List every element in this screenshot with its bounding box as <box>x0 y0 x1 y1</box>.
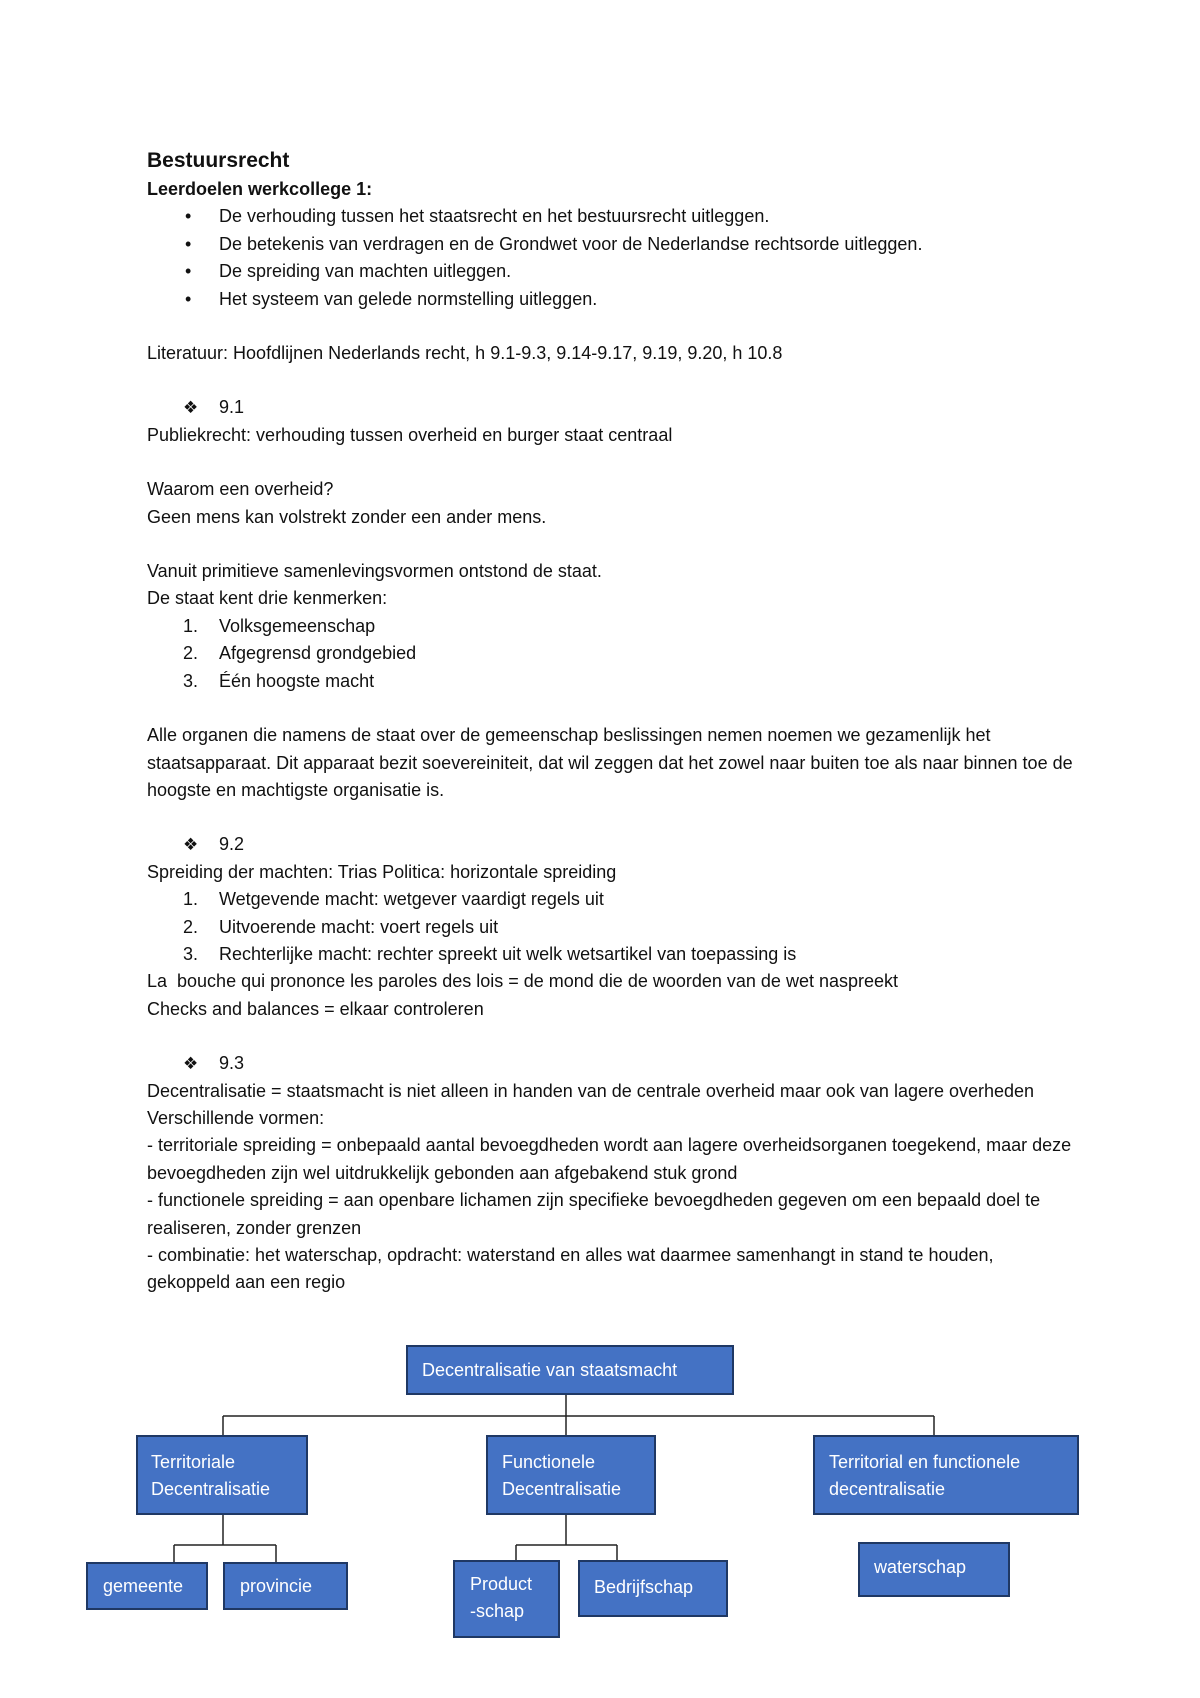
section-heading-9-1: ❖ 9.1 <box>147 394 1077 421</box>
bullet-icon: • <box>185 261 192 282</box>
paragraph: Decentralisatie = staatsmacht is niet alleen in handen van de centrale overheid maar ook van lagere overheden <box>147 1080 1035 1101</box>
paragraph: - combinatie: het waterschap, opdracht: waterstand en alles wat daarmee samenhangt in stand te houden, gekoppeld aan een regio <box>147 1245 994 1293</box>
trias-politica-list <box>147 886 1077 968</box>
list-item: 2. Afgegrensd grondgebied <box>183 643 417 664</box>
bullet-icon: • <box>185 233 192 254</box>
learning-goals-list <box>147 203 1077 313</box>
root-node: Decentralisatie van staatsmacht <box>406 1345 734 1395</box>
productschap-node: Product -schap <box>453 1560 560 1638</box>
paragraph: Alle organen die namens de staat over de gemeenschap beslissingen nemen noemen we gezamenlijk het staatsapparaat. Dit apparaat bezit soevereiniteit, dat wil zeggen dat het zowel naar buiten toe als naar binnen toe de hoogste en machtigste organisatie is. <box>147 725 1073 800</box>
paragraph: Spreiding der machten: Trias Politica: horizontale spreiding <box>147 861 617 882</box>
paragraph: Geen mens kan volstrekt zonder een ander mens. <box>147 506 547 527</box>
paragraph: Checks and balances = elkaar controleren <box>147 998 484 1019</box>
territorial-node: Territoriale Decentralisatie <box>136 1435 308 1515</box>
paragraph: - functionele spreiding = aan openbare lichamen zijn specifieke bevoegdheden gegeven om een bepaald doel te realiseren, zonder grenzen <box>147 1190 1041 1238</box>
list-item: • De betekenis van verdragen en de Grondwet voor de Nederlandse rechtsorde uitleggen. <box>147 231 1077 258</box>
provincie-node: provincie <box>223 1562 348 1610</box>
bedrijfschap-node: Bedrijfschap <box>578 1560 728 1617</box>
combined-node: Territorial en functionele decentralisatie <box>813 1435 1079 1515</box>
list-item: • De verhouding tussen het staatsrecht en het bestuursrecht uitleggen. <box>147 203 1077 230</box>
waterschap-node: waterschap <box>858 1542 1010 1597</box>
document-title: Bestuursrecht <box>147 149 290 172</box>
list-item: 2. Uitvoerende macht: voert regels uit <box>183 916 499 937</box>
section-heading-9-2: ❖ 9.2 <box>147 831 1077 858</box>
literature-line: Literatuur: Hoofdlijnen Nederlands recht, h 9.1-9.3, 9.14-9.17, 9.19, 9.20, h 10.8 <box>147 343 783 364</box>
bullet-icon: • <box>185 288 192 309</box>
document-body <box>147 146 1077 1297</box>
paragraph: Vanuit primitieve samenlevingsvormen ontstond de staat. <box>147 561 602 582</box>
list-item: • De spreiding van machten uitleggen. <box>147 258 1077 285</box>
section-heading-9-3: ❖ 9.3 <box>147 1050 1077 1077</box>
gemeente-node: gemeente <box>86 1562 208 1610</box>
bullet-icon: • <box>185 206 192 227</box>
paragraph: De staat kent drie kenmerken: <box>147 588 388 609</box>
list-item: • Het systeem van gelede normstelling uitleggen. <box>147 286 1077 313</box>
paragraph: Waarom een overheid? <box>147 479 334 500</box>
learning-goals-heading: Leerdoelen werkcollege 1: <box>147 179 373 199</box>
list-item: 3. Één hoogste macht <box>183 670 375 691</box>
diamond-bullet-icon: ❖ <box>183 1054 199 1074</box>
list-item: 1. Volksgemeenschap <box>183 615 376 636</box>
functional-node: Functionele Decentralisatie <box>486 1435 656 1515</box>
state-features-list <box>147 613 1077 695</box>
diamond-bullet-icon: ❖ <box>183 398 199 418</box>
paragraph: - territoriale spreiding = onbepaald aantal bevoegdheden wordt aan lagere overheidsorganen toegekend, maar deze bevoegdheden zijn wel uitdrukkelijk gebonden aan afgebakend stuk grond <box>147 1135 1072 1183</box>
diamond-bullet-icon: ❖ <box>183 835 199 855</box>
paragraph: La bouche qui prononce les paroles des lois = de mond die de woorden van de wet naspreekt <box>147 971 898 992</box>
list-item: 1. Wetgevende macht: wetgever vaardigt regels uit <box>183 889 604 910</box>
list-item: 3. Rechterlijke macht: rechter spreekt uit welk wetsartikel van toepassing is <box>183 943 797 964</box>
paragraph: Verschillende vormen: <box>147 1107 325 1128</box>
paragraph: Publiekrecht: verhouding tussen overheid en burger staat centraal <box>147 424 673 445</box>
